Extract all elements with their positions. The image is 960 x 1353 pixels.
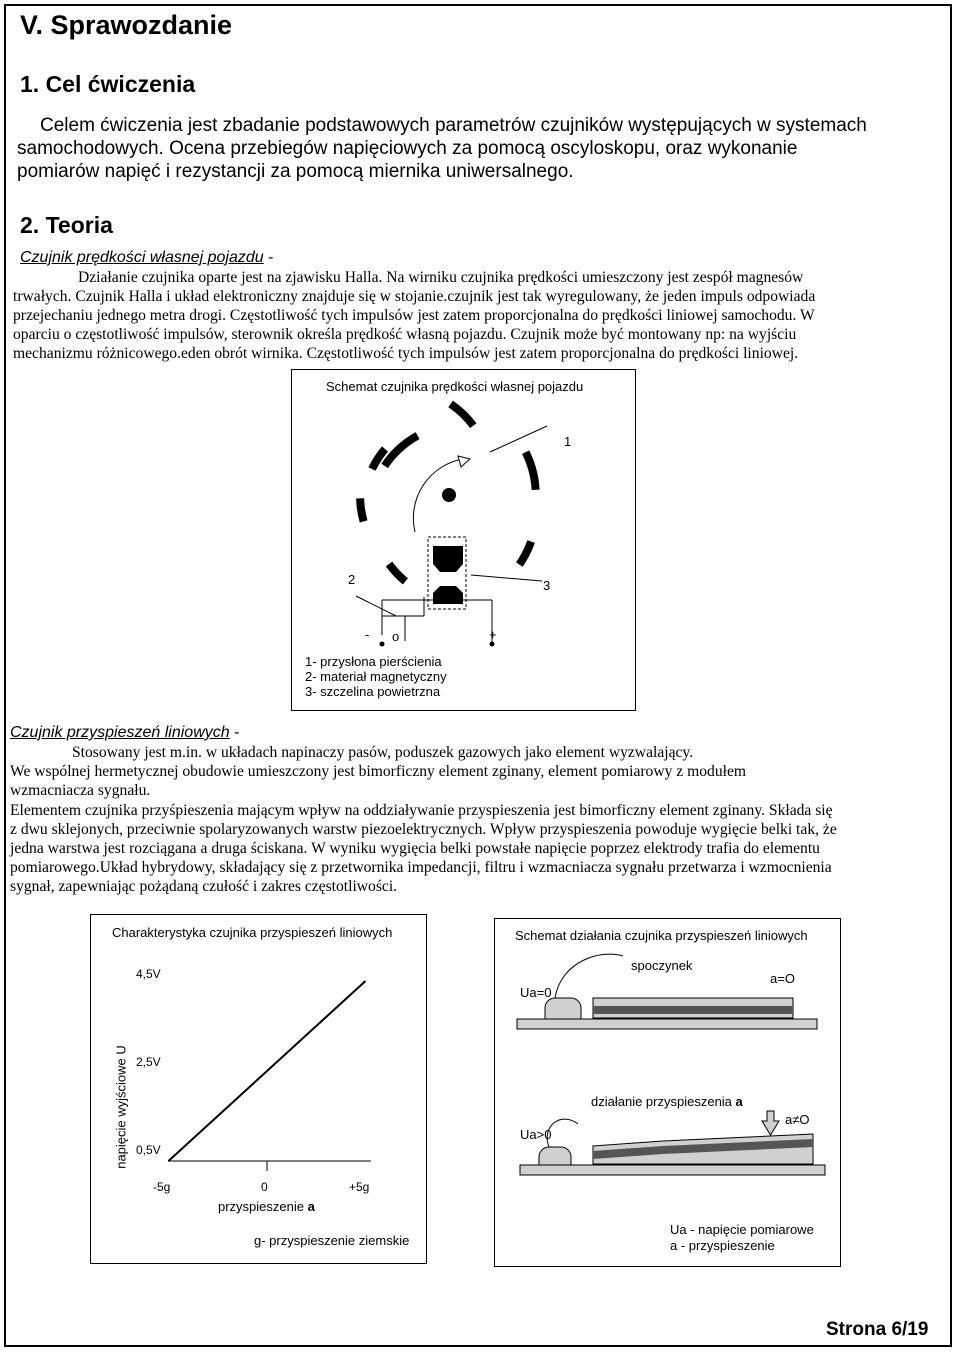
theory-heading: 2. Teoria [20, 212, 113, 238]
terminal-o: o [392, 629, 400, 644]
chart-title: Charakterystyka czujnika przyspieszeń liniowych [112, 925, 393, 940]
accel-text-line-5: z dwu sklejonych, przeciwnie spolaryzowanych warstw piezoelektrycznych. Wpływ przyspieszenia powoduje wygięcie belki tak, że [10, 821, 837, 838]
goal-heading: 1. Cel ćwiczenia [20, 71, 196, 97]
speed-sensor-subheading: Czujnik prędkości własnej pojazdu [20, 249, 264, 266]
rest-base [517, 1019, 817, 1029]
label-1: 1 [564, 434, 572, 449]
operation-diagram [494, 918, 841, 1267]
chart-plot [91, 915, 428, 1265]
a-rest-label: a=O [770, 971, 795, 986]
speed-diagram-title: Schemat czujnika prędkości własnej pojazdu [326, 379, 584, 394]
rest-wire [555, 954, 623, 998]
ua-rest-label: Ua=0 [520, 985, 552, 1000]
accel-text-line-4: Elementem czujnika przyśpieszenia mającym wpływ na oddziaływanie przyspieszenia jest bimorficzny element zginany. Składa się [10, 802, 833, 819]
terminal-plus: + [489, 627, 497, 642]
accel-text-line-2: We wspólnej hermetycznej obudowie umieszczony jest bimorficzny element zginany, element pomiarowy z modułem [10, 763, 747, 780]
accel-text-line-6: jedna warstwa jest rozciągana a druga ściskana. W wyniku wygięcia belki powstałe napięcie poprzez elektrody trafia do elementu [10, 840, 820, 857]
speed-text-line-4: oparciu o częstotliwość impulsów, sterownik określa prędkość własną pojazdu. Czujnik może być montowany np: na wyjściu [13, 326, 797, 343]
speed-text-line-3: przejechaniu jednego metra drogi. Częstotliwość tych impulsów jest zatem proporcjonalna do prędkości liniowej samochodu. W [13, 307, 815, 324]
accel-text-line-8: sygnał, zapewniając pożądaną czułość i zakres częstotliwości. [10, 878, 398, 895]
speed-legend-1: 1- przysłona pierścienia [305, 654, 442, 669]
accel-text-line-1: Stosowany jest m.in. w układach napinaczy pasów, poduszek gazowych jako element wyzwalający. [72, 744, 694, 761]
terminal-minus: - [365, 627, 370, 642]
speed-sensor-diagram [291, 369, 636, 711]
goal-line-2: samochodowych. Ocena przebiegów napięciowych za pomocą oscyloskopu, oraz wykonanie [17, 138, 798, 159]
label-3: 3 [543, 578, 551, 593]
operation-drawing [495, 919, 842, 1268]
speed-text-line-2: trwałych. Czujnik Halla i układ elektroniczny znajduje się w stojanie.czujnik jest tak wyregulowany, że jeden impuls odpowiada [13, 288, 816, 305]
speed-text-line-1: Działanie czujnika oparte jest na zjawisku Halla. Na wirniku czujnika prędkości umieszczony jest zespół magnesów [78, 269, 804, 286]
goal-line-3: pomiarów napięć i rezystancji za pomocą miernika uniwersalnego. [17, 161, 574, 182]
characteristic-chart [90, 914, 427, 1264]
section-title: V. Sprawozdanie [20, 10, 233, 40]
rest-beam [593, 1006, 793, 1014]
speed-legend-3: 3- szczelina powietrzna [305, 684, 441, 699]
accel-text-line-7: pomiarowego.Układ hybrydowy, składający się z przetwornika impedancji, filtru i wzmacniacza sygnału przetwarza i wzmocnienia [10, 859, 832, 876]
active-base [520, 1165, 825, 1175]
operation-legend-2: a - przyspieszenie [670, 1238, 775, 1253]
accel-sensor-dash: - [229, 724, 240, 741]
accel-sensor-subheading-row [10, 724, 239, 742]
chart-ylabel: napięcie wyjściowe U [113, 1045, 129, 1169]
rest-electrode [545, 998, 581, 1019]
xlabel-text: przyspieszenie [218, 1199, 308, 1214]
x-tick-minus-5g: -5g [153, 1180, 171, 1194]
y-tick-2-5v: 2,5V [136, 1055, 161, 1069]
accel-sensor-subheading: Czujnik przyspieszeń liniowych [10, 724, 230, 741]
active-electrode [539, 1147, 571, 1165]
active-wire [547, 1119, 578, 1147]
x-tick-0: 0 [261, 1180, 268, 1194]
a-active-label: a≠O [785, 1112, 810, 1127]
active-label-text: działanie przyspieszenia [591, 1094, 736, 1109]
y-tick-4-5v: 4,5V [136, 967, 161, 981]
acceleration-arrow [762, 1111, 779, 1135]
x-tick-plus-5g: +5g [349, 1180, 370, 1194]
label-2: 2 [348, 572, 356, 587]
speed-legend-2: 2- materiał magnetyczny [305, 669, 447, 684]
speed-sensor-dash: - [263, 249, 274, 266]
operation-title: Schemat działania czujnika przyspieszeń liniowych [515, 928, 808, 943]
operation-legend-1: Ua - napięcie pomiarowe [670, 1222, 814, 1237]
active-label-bold: a [735, 1094, 743, 1109]
y-tick-0-5v: 0,5V [136, 1143, 161, 1157]
ua-active-label: Ua>0 [520, 1127, 552, 1142]
goal-line-1: Celem ćwiczenia jest zbadanie podstawowych parametrów czujników występujących w systemach [40, 115, 867, 136]
characteristic-line [169, 981, 366, 1161]
accel-text-line-3: wzmacniacza sygnału. [10, 782, 151, 799]
page-number: Strona 6/19 [826, 1319, 929, 1340]
chart-note: g- przyspieszenie ziemskie [254, 1233, 410, 1248]
xlabel-bold: a [307, 1199, 315, 1214]
speed-text-line-5: mechanizmu różnicowego.eden obrót wirnika. Częstotliwość tych impulsów jest zatem proporcjonalna do prędkości liniowej. [13, 345, 799, 362]
speed-sensor-subheading-row [20, 249, 273, 267]
rest-label: spoczynek [631, 958, 693, 973]
